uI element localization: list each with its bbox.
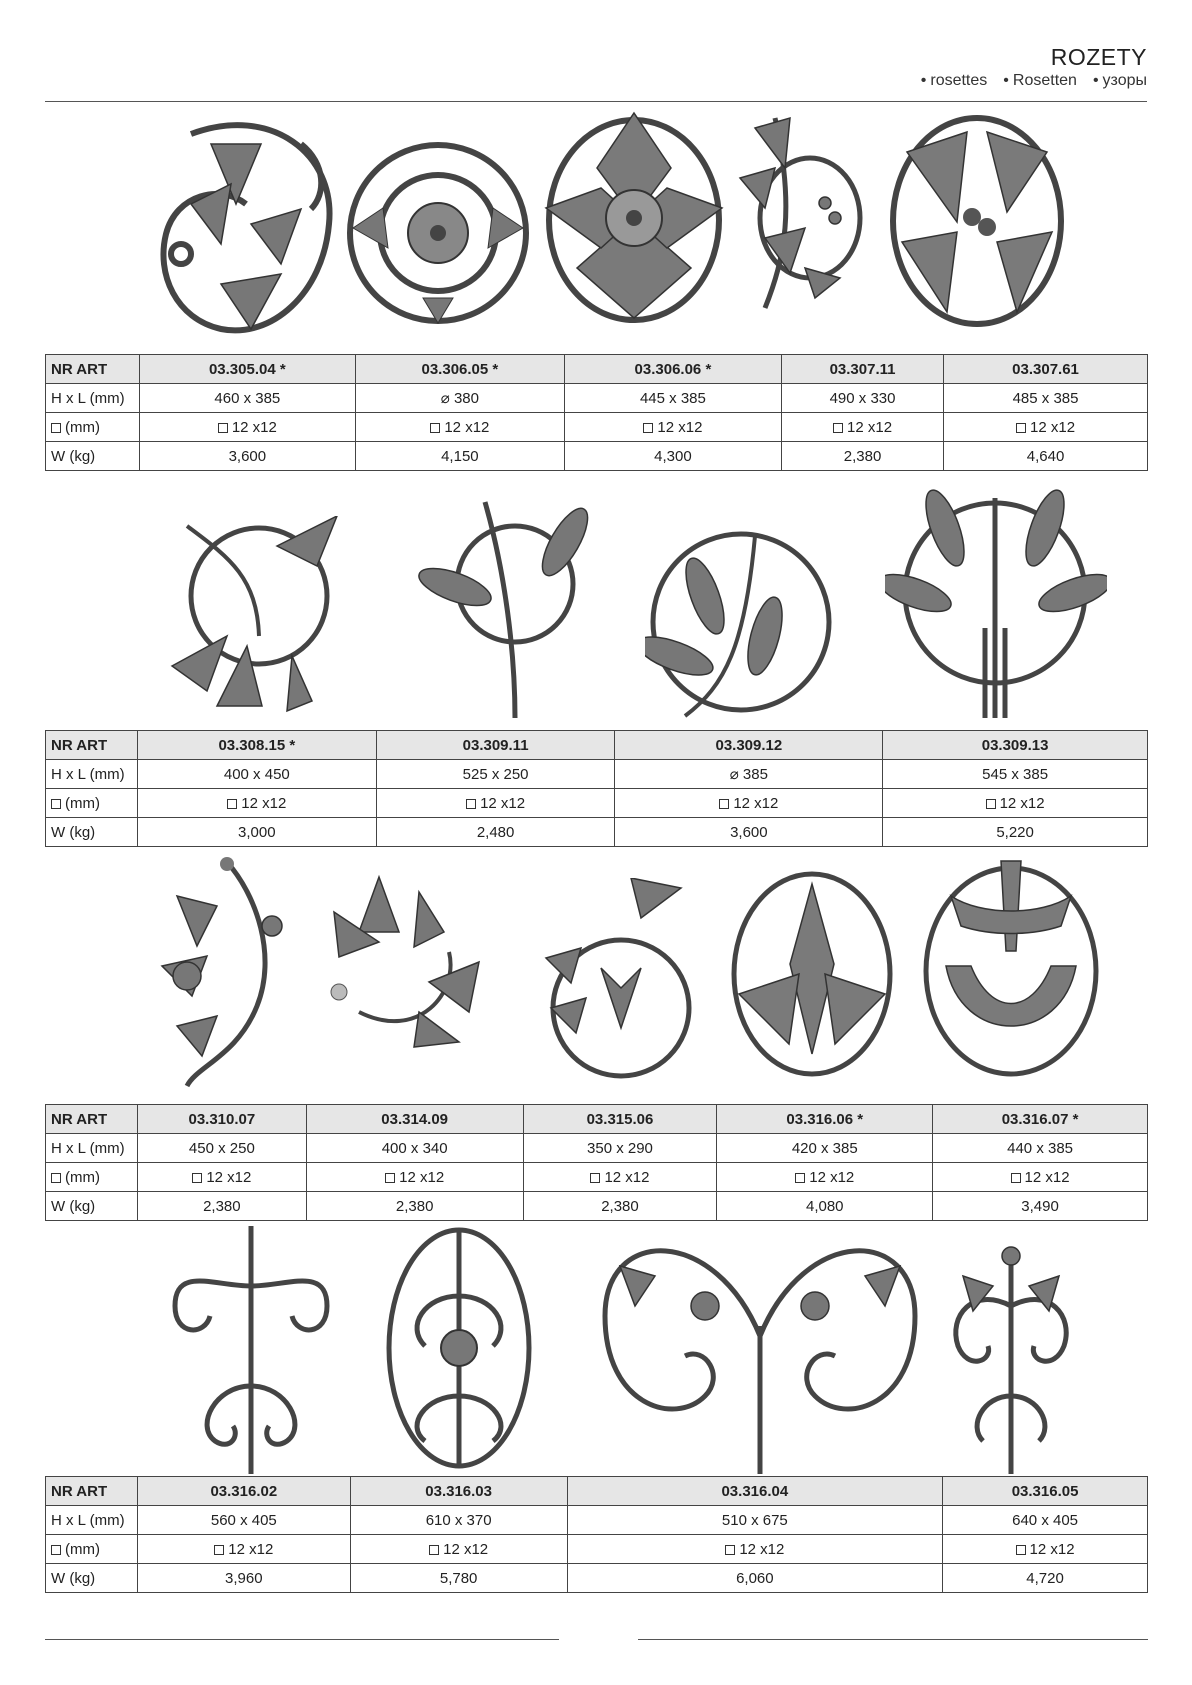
square-section-icon: [795, 1173, 805, 1183]
image-row-3: [45, 856, 1148, 1088]
table-row: W (kg) 2,380 2,380 2,380 4,080 3,490: [46, 1192, 1148, 1221]
flower-leaves-rosette-icon: [541, 108, 727, 326]
product-block-4: [45, 1226, 1148, 1587]
page-header: [45, 40, 1147, 102]
table-row: W (kg) 3,600 4,150 4,300 2,380 4,640: [46, 442, 1148, 471]
square-section-icon: [466, 799, 476, 809]
leaf-ring-rosette-icon: [167, 516, 345, 716]
table-row: NR ART 03.310.07 03.314.09 03.315.06 03.316.06 * 03.316.07 *: [46, 1105, 1148, 1134]
rose-branch-rosette-icon: [157, 856, 295, 1088]
oak-oval-rosette-icon: [887, 112, 1067, 330]
spec-table-2: [45, 730, 1148, 847]
page-subtitle: • rosettes • Rosetten • узоры: [920, 72, 1147, 89]
square-section-icon: [429, 1545, 439, 1555]
lily-ring-rosette-icon: [541, 878, 693, 1088]
ginkgo-rosette-icon: [151, 114, 341, 346]
square-section-icon: [385, 1173, 395, 1183]
square-section-icon: [1011, 1173, 1021, 1183]
drapery-oval-rosette-icon: [921, 856, 1101, 1080]
square-section-icon: [725, 1545, 735, 1555]
square-section-icon: [1016, 423, 1026, 433]
square-section-icon: [218, 423, 228, 433]
table-row: NR ART 03.316.02 03.316.03 03.316.04 03.316.05: [46, 1477, 1148, 1506]
square-section-icon: [986, 799, 996, 809]
chestnut-leaf-rosette-icon: [319, 872, 499, 1088]
butterfly-scroll-rosette-icon: [595, 1226, 925, 1474]
spec-table-3: [45, 1104, 1148, 1221]
square-section-icon: [719, 799, 729, 809]
product-block-2: [45, 478, 1148, 841]
product-block-1: [45, 108, 1148, 465]
page-title: ROZETY: [1050, 44, 1147, 70]
spec-table-1: [45, 354, 1148, 471]
table-row: H x L (mm) 460 x 385 ⌀ 380 445 x 385 490 x 330 485 x 385: [46, 384, 1148, 413]
oak-branch-rosette-icon: [735, 108, 863, 313]
wheat-stalk-rosette-icon: [415, 492, 599, 718]
square-section-icon: [214, 1545, 224, 1555]
oval-scroll-rosette-icon: [385, 1226, 533, 1474]
table-row: (mm) 12 x12 12 x12 12 x12 12 x12: [46, 1535, 1148, 1564]
square-section-icon: [227, 799, 237, 809]
flower-ring-rosette-icon: [343, 138, 533, 328]
footer-divider-left: [45, 1639, 559, 1640]
footer-divider-right: [638, 1639, 1148, 1640]
subtitle-ru: узоры: [1102, 72, 1147, 89]
square-section-icon: [51, 1545, 61, 1555]
table-row: NR ART 03.305.04 * 03.306.05 * 03.306.06 * 03.307.11 03.307.61: [46, 355, 1148, 384]
table-row: H x L (mm) 400 x 450 525 x 250 ⌀ 385 545 x 385: [46, 760, 1148, 789]
table-row: H x L (mm) 560 x 405 610 x 370 510 x 675 640 x 405: [46, 1506, 1148, 1535]
subtitle-fr: rosettes: [930, 72, 988, 89]
square-section-icon: [192, 1173, 202, 1183]
fleur-scroll-rosette-icon: [943, 1246, 1079, 1474]
square-section-icon: [51, 1173, 61, 1183]
square-section-icon: [51, 423, 61, 433]
table-row: H x L (mm) 450 x 250 400 x 340 350 x 290 420 x 385 440 x 385: [46, 1134, 1148, 1163]
image-row-2: [45, 478, 1148, 718]
table-row: W (kg) 3,960 5,780 6,060 4,720: [46, 1564, 1148, 1593]
square-section-icon: [1016, 1545, 1026, 1555]
square-section-icon: [51, 799, 61, 809]
big-leaf-oval-rosette-icon: [729, 864, 895, 1080]
square-section-icon: [430, 423, 440, 433]
table-row: (mm) 12 x12 12 x12 12 x12 12 x12 12 x12: [46, 1163, 1148, 1192]
table-row: (mm) 12 x12 12 x12 12 x12 12 x12: [46, 789, 1148, 818]
wheat-ring-rosette-icon: [645, 526, 837, 718]
wheat-bundle-rosette-icon: [885, 478, 1107, 718]
table-row: NR ART 03.308.15 * 03.309.11 03.309.12 03.309.13: [46, 731, 1148, 760]
square-section-icon: [643, 423, 653, 433]
square-section-icon: [833, 423, 843, 433]
spec-table-4: [45, 1476, 1148, 1593]
image-row-1: [45, 108, 1148, 348]
table-row: W (kg) 3,000 2,480 3,600 5,220: [46, 818, 1148, 847]
table-row: (mm) 12 x12 12 x12 12 x12 12 x12 12 x12: [46, 413, 1148, 442]
product-block-3: [45, 856, 1148, 1215]
square-section-icon: [590, 1173, 600, 1183]
image-row-4: [45, 1226, 1148, 1474]
scroll-panel-rosette-icon: [155, 1226, 347, 1474]
subtitle-de: Rosetten: [1012, 72, 1077, 89]
